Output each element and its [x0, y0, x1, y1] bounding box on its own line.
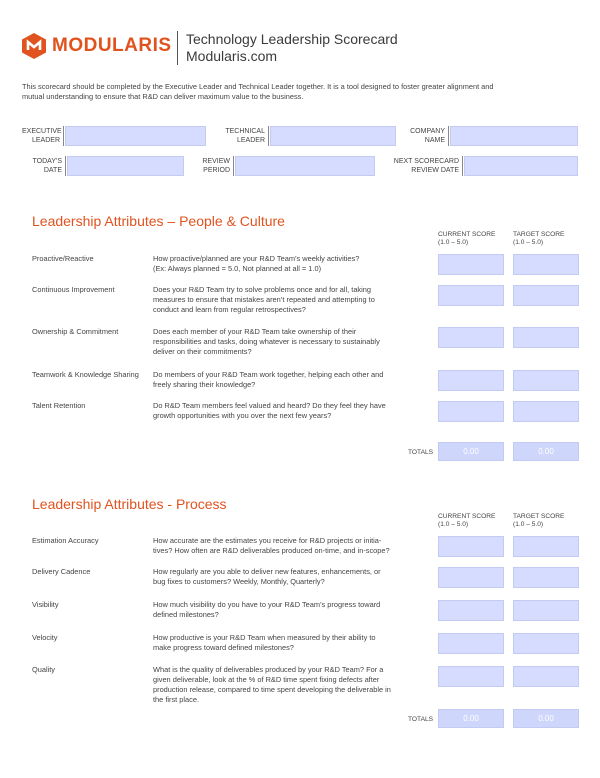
target-score-input[interactable]	[513, 254, 579, 275]
current-score-input[interactable]	[438, 600, 504, 621]
brand-logo	[22, 33, 172, 59]
target-score-input[interactable]	[513, 370, 579, 391]
attribute-label: Quality	[32, 665, 56, 674]
current-score-input[interactable]	[438, 633, 504, 654]
target-score-input[interactable]	[513, 600, 579, 621]
modularis-logo-icon	[22, 33, 46, 59]
attribute-label: Teamwork & Knowledge Sharing	[32, 370, 139, 379]
attribute-label: Visibility	[32, 600, 59, 609]
field-divider	[448, 126, 449, 146]
attribute-description: How proactive/planned are your R&D Team’s weekly activities? (Ex: Always planned = 5.0, Not planned at all = 1.0)	[153, 254, 360, 273]
attribute-description: What is the quality of deliverables produced by your R&D Team? For a given deliverable, look at the % of R&D time spent fixing defects after production release, compared to time spent developing the deliverable in the first place.	[153, 665, 391, 704]
totals-label: TOTALS	[408, 716, 434, 723]
current-score-input[interactable]	[438, 370, 504, 391]
executive-leader-field[interactable]	[65, 126, 206, 146]
current-score-header: CURRENT SCORE (1.0 – 5.0)	[438, 513, 496, 528]
section-title-process: Leadership Attributes - Process	[32, 496, 227, 512]
current-score-input[interactable]	[438, 254, 504, 275]
intro-text: This scorecard should be completed by the Executive Leader and Technical Leader together. It is a tool designed to foster greater alignment and mutual understanding to ensure that R&D can deliver maximum value to the business.	[22, 82, 494, 101]
header-divider	[177, 31, 178, 65]
attribute-label: Ownership & Commitment	[32, 327, 119, 336]
current-score-input[interactable]	[438, 536, 504, 557]
website-label: Modularis.com	[186, 48, 278, 64]
technical-leader-field[interactable]	[270, 126, 396, 146]
company-name-label: COMPANY NAME	[410, 128, 445, 144]
target-score-input[interactable]	[513, 536, 579, 557]
attribute-description: Do R&D Team members feel valued and heard? Do they feel they have growth opportunities with you over the next few years?	[153, 401, 386, 420]
attribute-label: Estimation Accuracy	[32, 536, 99, 545]
target-score-input[interactable]	[513, 285, 579, 306]
target-score-total: 0.00	[513, 709, 579, 728]
current-score-total: 0.00	[438, 442, 504, 461]
attribute-label: Velocity	[32, 633, 58, 642]
field-divider	[462, 156, 463, 176]
attribute-description: How much visibility do you have to your R&D Team’s progress toward defined milestones?	[153, 600, 381, 619]
attribute-label: Delivery Cadence	[32, 567, 91, 576]
target-score-input[interactable]	[513, 327, 579, 348]
field-divider	[65, 156, 66, 176]
field-divider	[63, 126, 64, 146]
attribute-description: Do members of your R&D Team work together, helping each other and freely sharing their knowledge?	[153, 370, 384, 389]
technical-leader-label: TECHNICAL LEADER	[225, 128, 265, 144]
next-review-date-field[interactable]	[464, 156, 578, 176]
brand-name: MODULARIS	[52, 35, 172, 56]
attribute-description: Does your R&D Team try to solve problems once and for all, taking measures to ensure that mistakes aren’t repeated and attempting to conduct and learn from regular retrospectives?	[153, 285, 375, 314]
attribute-label: Continuous Improvement	[32, 285, 115, 294]
review-period-label: REVIEW PERIOD	[202, 158, 230, 174]
current-score-input[interactable]	[438, 666, 504, 687]
target-score-header: TARGET SCORE (1.0 – 5.0)	[513, 231, 565, 246]
company-name-field[interactable]	[450, 126, 578, 146]
executive-leader-label: EXECUTIVE LEADER	[22, 128, 62, 144]
target-score-input[interactable]	[513, 633, 579, 654]
current-score-header: CURRENT SCORE (1.0 – 5.0)	[438, 231, 496, 246]
current-score-input[interactable]	[438, 401, 504, 422]
todays-date-label: TODAY'S DATE	[32, 158, 62, 174]
attribute-label: Talent Retention	[32, 401, 86, 410]
attribute-description: How accurate are the estimates you receive for R&D projects or initia- tives? How often are R&D deliverables produced on-time, and in-scope?	[153, 536, 390, 555]
target-score-input[interactable]	[513, 666, 579, 687]
next-review-date-label: NEXT SCORECARD REVIEW DATE	[393, 158, 459, 174]
section-title-people-culture: Leadership Attributes – People & Culture	[32, 213, 285, 229]
current-score-input[interactable]	[438, 327, 504, 348]
totals-label: TOTALS	[408, 449, 434, 456]
field-divider	[268, 126, 269, 146]
field-divider	[233, 156, 234, 176]
document-title: Technology Leadership Scorecard	[186, 31, 398, 47]
target-score-input[interactable]	[513, 567, 579, 588]
attribute-description: Does each member of your R&D Team take ownership of their responsibilities and tasks, doing whatever is necessary to sustainably deliver on their commitments?	[153, 327, 380, 356]
attribute-description: How productive is your R&D Team when measured by their ability to make progress toward defined milestones?	[153, 633, 376, 652]
target-score-input[interactable]	[513, 401, 579, 422]
target-score-total: 0.00	[513, 442, 579, 461]
attribute-description: How regularly are you able to deliver new features, enhancements, or bug fixes to customers? Weekly, Monthly, Quarterly?	[153, 567, 381, 586]
attribute-label: Proactive/Reactive	[32, 254, 94, 263]
current-score-total: 0.00	[438, 709, 504, 728]
todays-date-field[interactable]	[67, 156, 184, 176]
current-score-input[interactable]	[438, 285, 504, 306]
target-score-header: TARGET SCORE (1.0 – 5.0)	[513, 513, 565, 528]
review-period-field[interactable]	[235, 156, 375, 176]
current-score-input[interactable]	[438, 567, 504, 588]
